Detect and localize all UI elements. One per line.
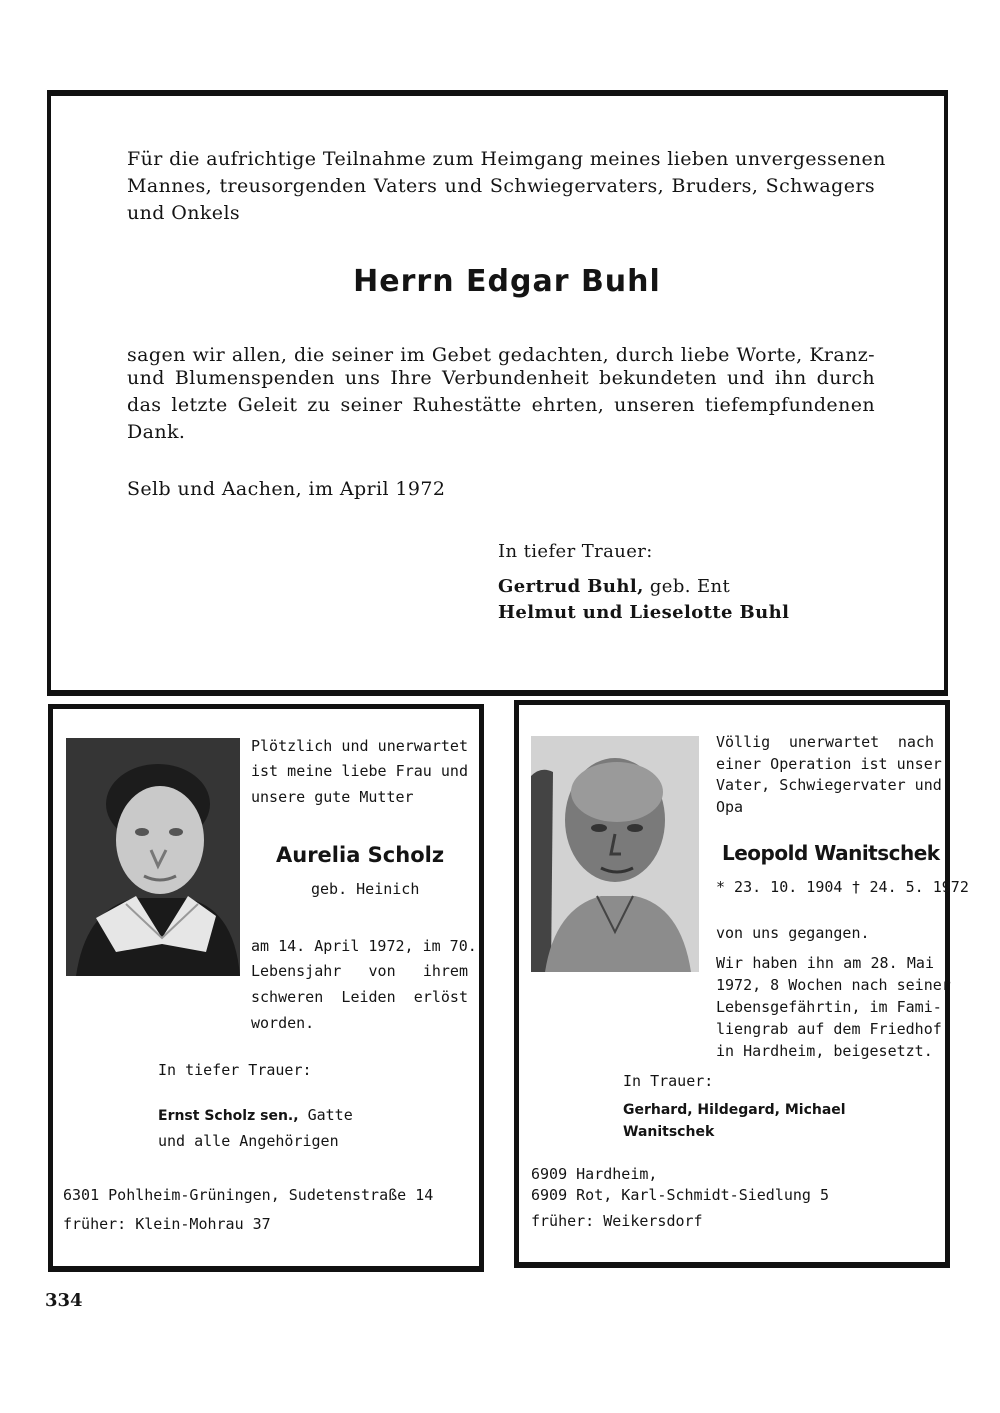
- left-intro-1: Plötzlich und unerwartet: [251, 737, 468, 755]
- left-signer-family: und alle Angehörigen: [158, 1132, 339, 1150]
- right-signers-1: Gerhard, Hildegard, Michael: [623, 1102, 846, 1118]
- thanks-line-4: Dank.: [127, 421, 186, 443]
- left-address-1: 6301 Pohlheim-Grüningen, Sudetenstraße 14: [63, 1186, 434, 1204]
- page-number: 334: [45, 1290, 83, 1311]
- thanks-line-2: und Blumenspenden uns Ihre Verbundenheit bekundeten und ihn durch: [127, 367, 875, 389]
- right-burial-3: Lebensgefährtin, im Fami-: [716, 998, 942, 1016]
- left-address-2: früher: Klein-Mohrau 37: [63, 1215, 271, 1233]
- right-address-1: 6909 Hardheim,: [531, 1165, 658, 1183]
- right-intro-3: Vater, Schwiegervater und: [716, 776, 942, 794]
- left-death-4: worden.: [251, 1014, 315, 1032]
- right-burial-4: liengrab auf dem Friedhof: [716, 1020, 942, 1038]
- left-intro-3: unsere gute Mutter: [251, 788, 414, 806]
- leopold-life-dates: * 23. 10. 1904 † 24. 5. 1972: [716, 878, 969, 896]
- aurelia-birth-name: geb. Heinich: [311, 880, 420, 898]
- right-mourning-label: In Trauer:: [623, 1072, 714, 1090]
- thanks-line-1: sagen wir allen, die seiner im Gebet gedachten, durch liebe Worte, Kranz-: [127, 344, 875, 366]
- left-signer-role: Gatte: [298, 1106, 353, 1124]
- deceased-name-heading: Herrn Edgar Buhl: [353, 264, 661, 299]
- left-signer-name: Ernst Scholz sen.,: [158, 1108, 299, 1124]
- mourning-label: In tiefer Trauer:: [498, 541, 653, 562]
- signer-1-maiden: geb. Ent: [643, 576, 731, 597]
- left-mourning-label: In tiefer Trauer:: [158, 1061, 312, 1079]
- right-intro-2: einer Operation ist unser: [716, 755, 942, 773]
- signer-1-name: Gertrud Buhl,: [498, 576, 644, 597]
- right-intro-1: Völlig unerwartet nach: [716, 733, 934, 751]
- place-date: Selb und Aachen, im April 1972: [127, 478, 446, 500]
- left-intro-2: ist meine liebe Frau und: [251, 762, 468, 780]
- left-signer: [158, 1102, 353, 1129]
- intro-line-2: Mannes, treusorgenden Vaters und Schwiegervaters, Bruders, Schwagers: [127, 175, 875, 197]
- left-death-3: schweren Leiden erlöst: [251, 988, 468, 1006]
- right-signers-2: Wanitschek: [623, 1124, 715, 1140]
- right-burial-2: 1972, 8 Wochen nach seiner: [716, 976, 951, 994]
- right-intro-4: Opa: [716, 798, 744, 816]
- left-death-1: am 14. April 1972, im 70.: [251, 937, 477, 955]
- intro-line-1: Für die aufrichtige Teilnahme zum Heimgang meines lieben unvergessenen: [127, 148, 886, 170]
- right-burial-5: in Hardheim, beigesetzt.: [716, 1042, 933, 1060]
- right-passed: von uns gegangen.: [716, 924, 870, 942]
- portrait-photo-leopold: [531, 736, 699, 972]
- leopold-wanitschek-name: Leopold Wanitschek: [722, 841, 940, 865]
- portrait-photo-aurelia: [66, 738, 240, 976]
- portrait-woman-icon: [66, 738, 240, 976]
- signer-1: [498, 574, 730, 600]
- right-address-2: 6909 Rot, Karl-Schmidt-Siedlung 5: [531, 1186, 830, 1204]
- thanks-line-3: das letzte Geleit zu seiner Ruhestätte ehrten, unseren tiefempfundenen: [127, 394, 875, 416]
- right-burial-1: Wir haben ihn am 28. Mai: [716, 954, 934, 972]
- portrait-man-icon: [531, 736, 699, 972]
- right-address-3: früher: Weikersdorf: [531, 1212, 703, 1230]
- signer-2: Helmut und Lieselotte Buhl: [498, 602, 790, 623]
- left-death-2: Lebensjahr von ihrem: [251, 962, 468, 980]
- intro-line-3: und Onkels: [127, 202, 241, 224]
- aurelia-scholz-name: Aurelia Scholz: [276, 843, 445, 867]
